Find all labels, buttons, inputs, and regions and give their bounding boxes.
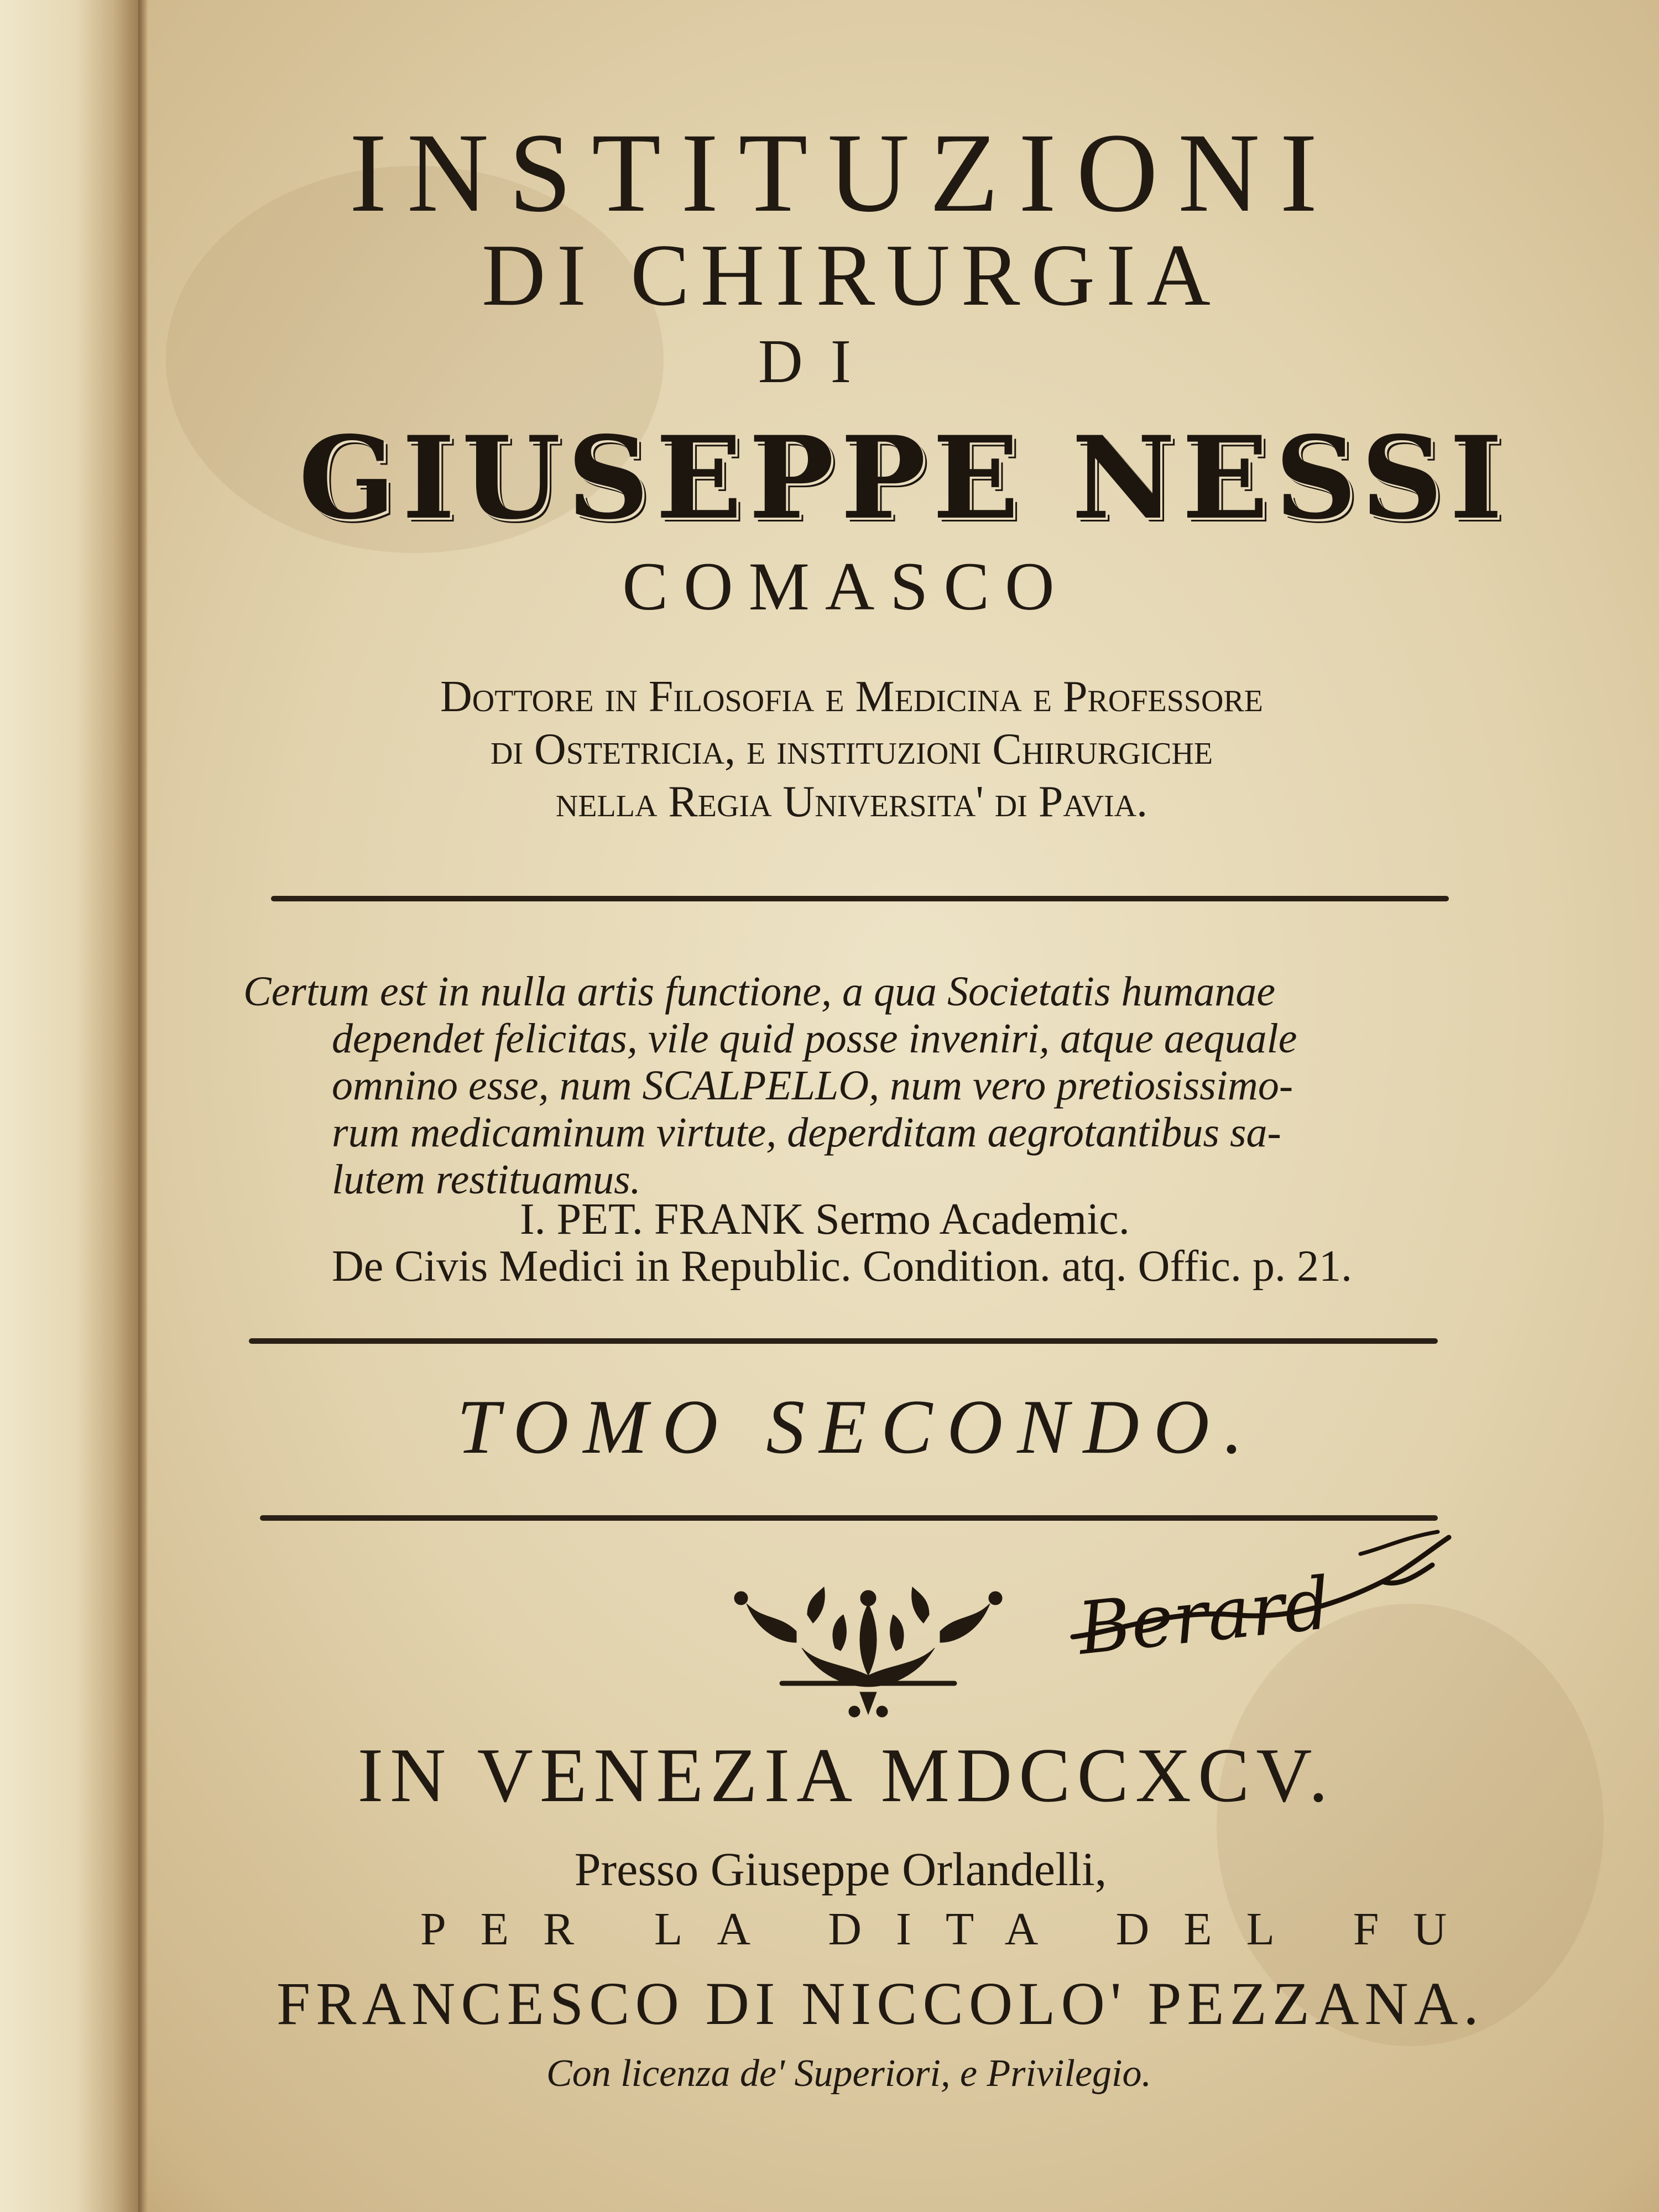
epigraph-line: dependet felicitas, vile quid posse inveniri, atque aequale	[332, 1015, 1297, 1062]
divider-rule	[249, 1338, 1438, 1344]
epigraph-source: De Civis Medici in Republic. Condition. atq. Offic. p. 21.	[332, 1242, 1352, 1291]
credentials-line: Dottore in Filosofia e Medicina e Professore	[440, 672, 1263, 721]
title-line-1: INSTITUZIONI	[349, 110, 1338, 236]
divider-rule	[271, 896, 1449, 901]
epigraph-line: Certum est in nulla artis functione, a qua Societatis humanae	[243, 968, 1276, 1015]
signature-text: Berard	[1074, 1561, 1334, 1671]
epigraph-line: lutem restituamus.	[332, 1156, 641, 1203]
facing-page-edge	[0, 0, 138, 2212]
epigraph-line: omnino esse, num SCALPELLO, num vero pretiosissimo-	[332, 1062, 1293, 1109]
floral-ornament-icon	[724, 1582, 1012, 1731]
author-origin: COMASCO	[622, 549, 1070, 624]
epigraph-line: rum medicaminum virtute, deperditam aegrotantibus sa-	[332, 1109, 1281, 1156]
page-gutter-shadow	[138, 0, 148, 2212]
volume-label: TOMO SECONDO.	[457, 1384, 1258, 1470]
imprint-place-date: IN VENEZIA MDCCXCV.	[357, 1733, 1335, 1818]
author-name: GIUSEPPE NESSI	[299, 412, 1510, 545]
title-line-2: DI CHIRURGIA	[482, 226, 1222, 324]
imprint-ditta-line: PER LA DITA DEL FU	[420, 1903, 1481, 1955]
credentials-line: nella Regia Universita' di Pavia.	[555, 778, 1148, 826]
credentials-line: di Ostetricia, e instituzioni Chirurgiche	[490, 725, 1213, 774]
imprint-publisher-name: FRANCESCO DI NICCOLO' PEZZANA.	[276, 1970, 1484, 2037]
epigraph-attribution: I. PET. FRANK Sermo Academic.	[520, 1195, 1130, 1244]
imprint-printer: Presso Giuseppe Orlandelli,	[574, 1843, 1107, 1896]
title-line-3: DI	[758, 327, 879, 396]
imprint-license: Con licenza de' Superiori, e Privilegio.	[546, 2052, 1151, 2095]
